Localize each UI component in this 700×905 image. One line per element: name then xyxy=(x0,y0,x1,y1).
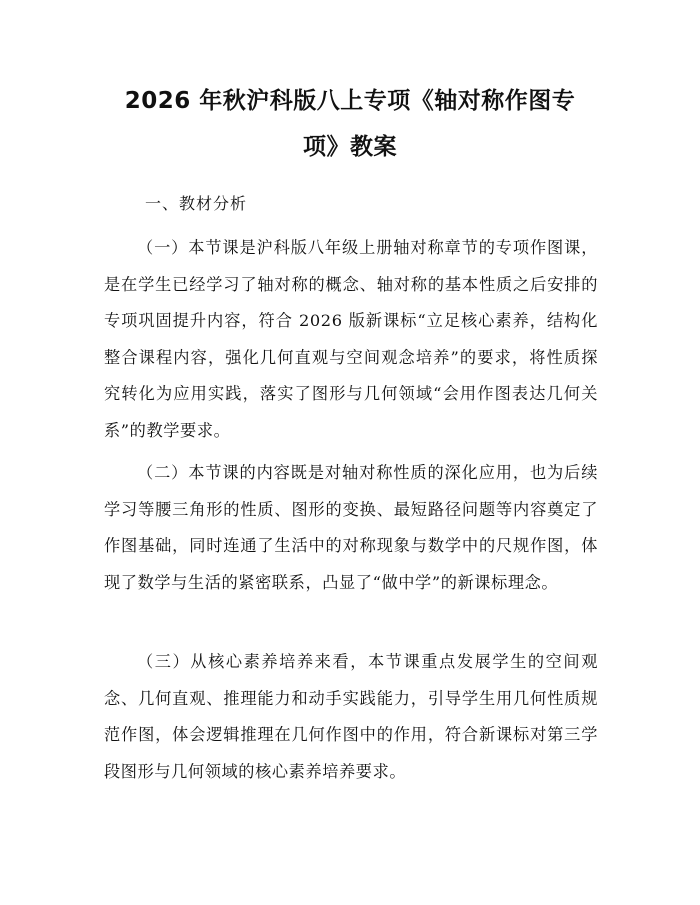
paragraph-3: （三）从核心素养培养来看，本节课重点发展学生的空间观念、几何直观、推理能力和动手实践能力，引导学生用几何性质规范作图，体会逻辑推理在几何作图中的作用，符合新课标对第三学段图形与几何领域的核心素养培养要求。 xyxy=(104,652,598,781)
document-title-line-1: 2026 年秋沪科版八上专项《轴对称作图专 xyxy=(124,88,576,114)
section-heading: 一、教材分析 xyxy=(145,194,248,213)
paragraph-1: （一）本节课是沪科版八年级上册轴对称章节的专项作图课，是在学生已经学习了轴对称的概念、轴对称的基本性质之后安排的专项巩固提升内容，符合 2026 版新课标“立足核心素养，结构化整合课程内容，强化几何直观与空间观念培养”的要求，将性质探究转化为应用实践，落实了图形与几何领域“会用作图表达几何关系”的教学要求。 xyxy=(104,238,598,440)
paragraph-2: （二）本节课的内容既是对轴对称性质的深化应用，也为后续学习等腰三角形的性质、图形的变换、最短路径问题等内容奠定了作图基础，同时连通了生活中的对称现象与数学中的尺规作图，体现了数学与生活的紧密联系，凸显了“做中学”的新课标理念。 xyxy=(104,463,598,592)
document-title-line-2: 项》教案 xyxy=(303,134,397,160)
